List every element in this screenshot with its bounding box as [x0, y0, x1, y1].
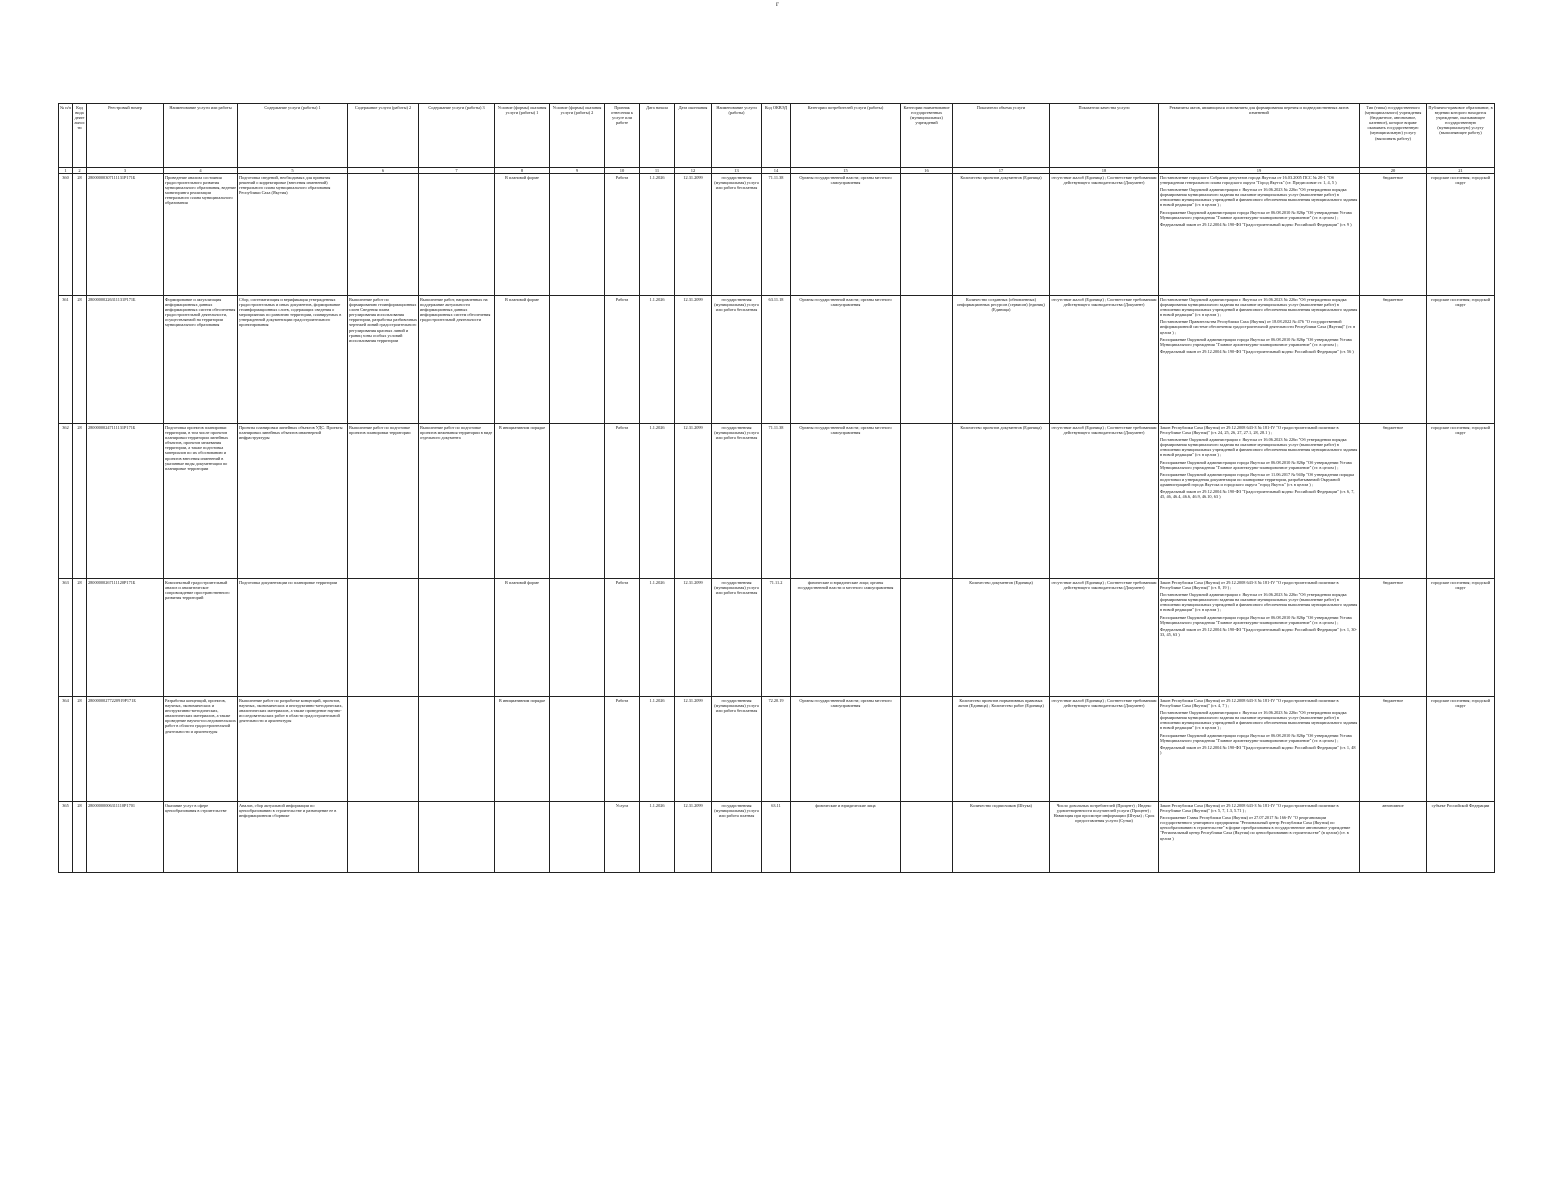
quality-indicators: отсутствие жалоб (Единица) ; Соответствие требованиям действующего законодательства (Документ): [1050, 174, 1159, 296]
condition-2: [550, 174, 605, 296]
activity-code: 28: [73, 579, 87, 697]
table-row: [59, 697, 1495, 802]
column-header-4: Наименование услуги или работы: [164, 104, 238, 168]
column-number: 14: [762, 168, 791, 174]
content-1: Выполнение работ по разработке концепций, проектов, научных, экономических и инструктивно-методических, аналитических материалов, а также проведение научно-исследовательских работ в области градостроительной деятельности и архитектуры: [238, 697, 348, 802]
activity-code: 28: [73, 296, 87, 424]
date-start: 1.1.2026: [640, 174, 675, 296]
service-name: Оказание услуг в сфере ценообразования в строительстве: [164, 802, 238, 873]
okved-code: 72.20.19: [762, 697, 791, 802]
column-header-9: Условие (формы) оказания услуги (работы) 2: [550, 104, 605, 168]
table-row: [59, 296, 1495, 424]
registry-number: 28000000277220919Р171Б: [87, 697, 164, 802]
condition-2: [550, 424, 605, 579]
legal-act: Закон Республики Саха (Якутия) от 29.12.2008 643-З № 181-IV "О градостроительной политике в Республике Саха (Якутия)" (ст. 5, 7, 1.3, 5.71 ) ;: [1160, 803, 1339, 814]
okved-code: 71.11.2: [762, 579, 791, 697]
row-number: 360: [59, 174, 73, 296]
condition-2: [550, 697, 605, 802]
consumer-categories: Органы государственной власти; органы местного самоуправления: [791, 296, 901, 424]
content-1: Проекты планировки линейных объектов УДС. Проекты планировки линейных объектов инженерной инфраструктуры: [238, 424, 348, 579]
legal-act: Федеральный закон от 29.12.2004 № 190-ФЗ "Градостроительный кодекс Российской Федерации" (ст. 1, 30-33, 45, 63 ): [1160, 626, 1357, 637]
condition-1: В плановой форме: [495, 174, 550, 296]
content-2: [348, 579, 419, 697]
content-1: Анализ, сбор актуальной информации по ценообразованию в строительстве и размещение ее в информационном сборнике: [238, 802, 348, 873]
page-mark: г: [776, 0, 779, 8]
legal-act: Закон Республики Саха (Якутия) от 29.12.2008 643-З № 181-IV "О градостроительной политике в Республике Саха (Якутия)" (ст. 24, 25, 26, 27, 27.1, 28, 28.1 ) ;: [1160, 425, 1339, 436]
registry-number: 28000000006311110Р1701: [87, 802, 164, 873]
service-kind: Работа: [605, 174, 640, 296]
date-end: 12.31.2099: [675, 424, 712, 579]
volume-indicators: Количество проектов нормативных правовых актов (Единица) ; Количество работ (Единица): [953, 697, 1050, 802]
column-header-8: Условие (формы) оказания услуги (работы) 1: [495, 104, 550, 168]
legal-acts: [1159, 697, 1360, 802]
table-row: [59, 424, 1495, 579]
column-header-1: № п/п: [59, 104, 73, 168]
column-header-5: Содержание услуги (работы) 1: [238, 104, 348, 168]
date-start: 1.1.2026: [640, 296, 675, 424]
column-number: 20: [1360, 168, 1427, 174]
service-kind: Работа: [605, 296, 640, 424]
public-entity: городские поселения; городской округ: [1427, 697, 1495, 802]
column-number: 9: [550, 168, 605, 174]
legal-act: Распоряжение Окружной администрации города Якутска от 06.08.2010 № 826р "Об утверждении Устава Муниципального учреждения "Главное архитектурно-планировочное управление" (ст. в целом ) ;: [1160, 614, 1352, 625]
institution-category: [901, 697, 953, 802]
column-number: 6: [348, 168, 419, 174]
content-3: Выполнение работ по подготовке проектов межевания территории в виде отдельного документа: [419, 424, 495, 579]
legal-act: Распоряжение Окружной администрации города Якутска от 06.08.2010 № 826р "Об утверждении Устава Муниципального учреждения "Главное архитектурно-планировочное управление" (ст. в целом ) ;: [1160, 459, 1352, 470]
service-title: государственная (муниципальная) услуга или работа бесплатная: [712, 296, 762, 424]
public-entity: городские поселения; городской округ: [1427, 296, 1495, 424]
column-number: 3: [87, 168, 164, 174]
legal-acts: [1159, 174, 1360, 296]
consumer-categories: Органы государственной власти; органы местного самоуправления: [791, 424, 901, 579]
condition-1: В инициативном порядке: [495, 424, 550, 579]
service-kind: Работа: [605, 579, 640, 697]
column-number: 15: [791, 168, 901, 174]
content-2: Выполнение работ по формированию геоинформационных слоев Сведения плана регулирования использования территории, разработка разбивочных чертежей линий градостроительного регулирования красных линий и границ зоны особых условий использования территории: [348, 296, 419, 424]
date-start: 1.1.2026: [640, 697, 675, 802]
institution-category: [901, 174, 953, 296]
column-number: 16: [901, 168, 953, 174]
content-2: [348, 697, 419, 802]
legal-act: Распоряжение Окружной администрации города Якутска от 06.08.2010 № 826р "Об утверждении Устава Муниципального учреждения "Главное архитектурно-планировочное управление" (ст. в целом ) ;: [1160, 336, 1352, 347]
activity-code: 28: [73, 424, 87, 579]
date-start: 1.1.2026: [640, 802, 675, 873]
registry-sheet: [58, 103, 1495, 873]
column-header-21: Публично-правовое образование, в ведении которого находится учреждение, оказывающее государственную (муниципальную) услугу (выполняющее работу): [1427, 104, 1495, 168]
column-header-11: Дата начала: [640, 104, 675, 168]
column-number: 1: [59, 168, 73, 174]
column-header-14: Код ОКВЭД: [762, 104, 791, 168]
public-entity: городские поселения; городской округ: [1427, 174, 1495, 296]
condition-1: [495, 802, 550, 873]
legal-acts: [1159, 802, 1360, 873]
okved-code: 71.11.38: [762, 174, 791, 296]
condition-1: В инициативном порядке: [495, 697, 550, 802]
public-entity: субъект Российской Федерации: [1427, 802, 1495, 873]
legal-act: Распоряжение Главы Республики Саха (Якутия) от 27.07.2017 № 166-IV "О реорганизации государственного унитарного предприятия "Региональный центр Республики Саха (Якутия) по ценообразованию в строительстве" в форме преобразования в государственное автономное учреждение "Региональный центр Республики Саха (Якутия) по ценообразованию в строительстве" (в целом) (ст. в целом ): [1160, 815, 1351, 841]
legal-act: Постановление городского Собрания депутатов города Якутска от 16.03.2005 ПСС № 20-1 "Об утверждении генерального плана городского округа "Город Якутск" (ст. Предисловие ст. 1, 4, 5 ): [1160, 175, 1337, 186]
column-header-15: Категории потребителей услуги (работы): [791, 104, 901, 168]
service-title: государственная (муниципальная) услуга или работа бесплатная: [712, 579, 762, 697]
quality-indicators: Число довольных потребителей (Процент) ; Индекс удовлетворенности получателей услуги (Процент) ; Навигация при просмотре информации (Штука) ; Срок предоставления услуги (Сутки): [1050, 802, 1159, 873]
volume-indicators: Количество созданных (обновленных) информационных ресурсов (сервисов) (единиц) (Единица): [953, 296, 1050, 424]
column-header-18: Показатели качества услуги: [1050, 104, 1159, 168]
quality-indicators: отсутствие жалоб (Единица) ; Соответствие требованиям действующего законодательства (Документ): [1050, 424, 1159, 579]
column-number: 8: [495, 168, 550, 174]
row-number: 365: [59, 802, 73, 873]
institution-type: бюджетное: [1360, 296, 1427, 424]
condition-1: В плановой форме: [495, 579, 550, 697]
legal-act: Постановление Окружной администрации г. Якутска от 16.06.2023 № 226п "Об утверждении порядка формирования муниципального задания на оказание муниципальных услуг (выполнение работ) в отношении муниципальных учреждений и финансового обеспечения выполнения муниципального задания в новой редакции" (ст. в целом ) ;: [1160, 437, 1358, 458]
date-end: 12.31.2099: [675, 802, 712, 873]
service-kind: Услуга: [605, 802, 640, 873]
volume-indicators: Количество документов (Единица): [953, 579, 1050, 697]
date-start: 1.1.2026: [640, 579, 675, 697]
legal-acts: [1159, 579, 1360, 697]
institution-category: [901, 802, 953, 873]
activity-code: 28: [73, 174, 87, 296]
content-1: Подготовка сведений, необходимых для принятия решений о корректировке (внесения изменений) генерального плана муниципального образования Республики Саха (Якутия): [238, 174, 348, 296]
registry-table: [58, 103, 1495, 873]
column-header-3: Реестровый номер: [87, 104, 164, 168]
row-number: 364: [59, 697, 73, 802]
legal-act: Постановление Окружной администрации г. Якутска от 16.06.2023 № 226п "Об утверждении порядка формирования муниципального задания на оказание муниципальных услуг (выполнение работ) в отношении муниципальных учреждений и финансового обеспечения выполнения муниципального задания в новой редакции" (ст. в целом ) ;: [1160, 297, 1358, 318]
condition-1: В плановой форме: [495, 296, 550, 424]
institution-type: бюджетное: [1360, 174, 1427, 296]
table-row: [59, 174, 1495, 296]
legal-act: Постановление Окружной администрации г. Якутска от 16.06.2023 № 226п "Об утверждении порядка формирования муниципального задания на оказание муниципальных услуг (выполнение работ) в отношении муниципальных учреждений и финансового обеспечения выполнения муниципального задания в новой редакции" (ст. в целом ) ;: [1160, 187, 1358, 208]
legal-act: Закон Республики Саха (Якутия) от 29.12.2008 643-З № 181-IV "О градостроительной политике в Республике Саха (Якутия)" (ст. 4, 7 ) ;: [1160, 698, 1339, 709]
column-number: 10: [605, 168, 640, 174]
legal-act: Федеральный закон от 29.12.2004 № 190-ФЗ "Градостроительный кодекс Российской Федерации" (ст. 1, 48 ): [1160, 744, 1356, 755]
content-3: [419, 579, 495, 697]
column-header-6: Содержание услуги (работы) 2: [348, 104, 419, 168]
registry-number: 28000000307111131Р171Б: [87, 174, 164, 296]
column-header-19: Реквизиты актов, являющихся основанием для формирования перечня и подведомственных актов изменений: [1159, 104, 1360, 168]
condition-2: [550, 296, 605, 424]
consumer-categories: Органы государственной власти; органы местного самоуправления: [791, 174, 901, 296]
column-number: 17: [953, 168, 1050, 174]
institution-type: бюджетное: [1360, 697, 1427, 802]
column-header-12: Дата окончания: [675, 104, 712, 168]
content-3: [419, 697, 495, 802]
legal-act: Распоряжение Окружной администрации города Якутска от 11.06.2017 № 940р "Об утверждении порядка подготовки и утверждения документации по планировке территории, разрабатываемой Окружной администрацией города Якутска и городского округа "город Якутск" (ст. в целом ) ;: [1160, 471, 1355, 487]
service-title: государственная (муниципальная) услуга или работа бесплатная: [712, 424, 762, 579]
condition-2: [550, 579, 605, 697]
institution-type: бюджетное: [1360, 579, 1427, 697]
content-2: [348, 174, 419, 296]
date-end: 12.31.2099: [675, 697, 712, 802]
service-kind: Работа: [605, 697, 640, 802]
institution-type: бюджетное: [1360, 424, 1427, 579]
column-header-16: Категории наименование государственных (муниципальных) учреждений: [901, 104, 953, 168]
column-header-17: Показатели объема услуги: [953, 104, 1050, 168]
column-header-20: Тип (типы) государственного (муниципального) учреждения (бюджетное, автономное, казенное), которое вправе оказывать государственную (муниципальную) услугу (выполнять работу): [1360, 104, 1427, 168]
public-entity: городские поселения; городской округ: [1427, 424, 1495, 579]
content-2: [348, 802, 419, 873]
institution-category: [901, 424, 953, 579]
consumer-categories: физические и юридические лица: [791, 802, 901, 873]
legal-act: Постановление Окружной администрации г. Якутска от 16.06.2023 № 226п "Об утверждении порядка формирования муниципального задания на оказание муниципальных услуг (выполнение работ) в отношении муниципальных учреждений и финансового обеспечения выполнения муниципального задания в новой редакции" (ст. в целом ) ;: [1160, 710, 1358, 731]
column-number: 13: [712, 168, 762, 174]
legal-act: Закон Республики Саха (Якутия) от 29.12.2008 643-З № 181-IV "О градостроительной политике в Республике Саха (Якутия)" (ст. 8, 19 ) ;: [1160, 580, 1339, 591]
column-number: 7: [419, 168, 495, 174]
column-number: 12: [675, 168, 712, 174]
column-number: 2: [73, 168, 87, 174]
legal-act: Постановление Окружной администрации г. Якутска от 16.06.2023 № 226п "Об утверждении порядка формирования муниципального задания на оказание муниципальных услуг (выполнение работ) в отношении муниципальных учреждений и финансового обеспечения выполнения муниципального задания в новой редакции" (ст. в целом ) ;: [1160, 592, 1358, 613]
quality-indicators: отсутствие жалоб (Единица) ; Соответствие требованиям действующего законодательства (Документ): [1050, 579, 1159, 697]
service-title: государственная (муниципальная) услуга или работа бесплатная: [712, 174, 762, 296]
legal-acts: [1159, 296, 1360, 424]
table-row: [59, 802, 1495, 873]
date-start: 1.1.2026: [640, 424, 675, 579]
content-1: Подготовка документации по планировке территории: [238, 579, 348, 697]
registry-number: 28000000267111120Р171Б: [87, 579, 164, 697]
row-number: 363: [59, 579, 73, 697]
institution-category: [901, 296, 953, 424]
activity-code: 28: [73, 697, 87, 802]
row-number: 362: [59, 424, 73, 579]
legal-act: Постановление Правительства Республики Саха (Якутия) от 18.08.2022 № 476 "О государственной информационной системе обеспечения градостроительной деятельности Республики Саха (Якутия)" (ст. в целом ) ;: [1160, 319, 1356, 335]
column-number: 5: [238, 168, 348, 174]
row-number: 361: [59, 296, 73, 424]
content-3: Выполнение работ, направленных на поддержание актуальности информационных данных информационных систем обеспечения градостроительной деятельности: [419, 296, 495, 424]
table-row: [59, 579, 1495, 697]
content-3: [419, 174, 495, 296]
column-header-10: Признак отнесения к услуге или работе: [605, 104, 640, 168]
okved-code: 63.11.18: [762, 296, 791, 424]
column-header-7: Содержание услуги (работы) 3: [419, 104, 495, 168]
volume-indicators: Количество проектов документов (Единица): [953, 424, 1050, 579]
volume-indicators: Количество подписчиков (Штука): [953, 802, 1050, 873]
service-title: государственная (муниципальная) услуга или работа бесплатная: [712, 697, 762, 802]
legal-act: Федеральный закон от 29.12.2004 № 190-ФЗ "Градостроительный кодекс Российской Федерации" (ст. 56 ): [1160, 348, 1354, 354]
content-1: Сбор, систематизация и верификация утвержденных градостроительных и иных документов, формирование геоинформационных слоев, содержащих сведения о мероприятиях по развитию территории, планируемых в утвержденной документации градостроительного проектирования: [238, 296, 348, 424]
content-3: [419, 802, 495, 873]
okved-code: 63.11: [762, 802, 791, 873]
service-name: Проведение анализа состояния градостроительного развития муниципального образования, ведение мониторинга реализации генерального плана муниципального образования: [164, 174, 238, 296]
header-row: [59, 104, 1495, 168]
service-name: Подготовка проектов планировки территории, в том числе проектов планировки территории линейных объектов, проектов межевания территории, а также подготовка материалов по их обоснованию и проектов внесения изменений в указанные виды документации по планировке территории: [164, 424, 238, 579]
condition-2: [550, 802, 605, 873]
quality-indicators: отсутствие жалоб (Единица) ; Соответствие требованиям действующего законодательства (Документ): [1050, 296, 1159, 424]
column-number: 4: [164, 168, 238, 174]
okved-code: 71.11.38: [762, 424, 791, 579]
registry-number: 28000000226311131Р171Б: [87, 296, 164, 424]
column-header-2: Код вида деятельности: [73, 104, 87, 168]
column-number: 11: [640, 168, 675, 174]
legal-act: Распоряжение Окружной администрации города Якутска от 06.08.2010 № 826р "Об утверждении Устава Муниципального учреждения "Главное архитектурно-планировочное управление" (ст. в целом ) ;: [1160, 209, 1352, 220]
legal-act: Федеральный закон от 29.12.2004 № 190-ФЗ "Градостроительный кодекс Российской Федерации" (ст. 6, 7, 45, 46, 46.4, 46.6, 46.9, 46.10, 63 ): [1160, 489, 1355, 500]
column-number: 18: [1050, 168, 1159, 174]
service-name: Комплексный градостроительный анализ и аналитическое сопровождение пространственного развития территорий: [164, 579, 238, 697]
date-end: 12.31.2099: [675, 579, 712, 697]
volume-indicators: Количество проектов документов (Единица): [953, 174, 1050, 296]
public-entity: городские поселения; городской округ: [1427, 579, 1495, 697]
service-kind: Работа: [605, 424, 640, 579]
institution-type: автономное: [1360, 802, 1427, 873]
legal-acts: [1159, 424, 1360, 579]
column-number: 21: [1427, 168, 1495, 174]
column-number: 19: [1159, 168, 1360, 174]
institution-category: [901, 579, 953, 697]
content-2: Выполнение работ по подготовке проектов планировки территории: [348, 424, 419, 579]
service-name: Формирование и актуализация информационных данных информационных систем обеспечения градостроительной деятельности, осуществляемой на территории муниципального образования: [164, 296, 238, 424]
service-title: государственная (муниципальная) услуга или работа платная: [712, 802, 762, 873]
registry-number: 28000000247111131Р171Б: [87, 424, 164, 579]
date-end: 12.31.2099: [675, 296, 712, 424]
quality-indicators: отсутствие жалоб (Единица) ; Соответствие требованиям действующего законодательства (Документ): [1050, 697, 1159, 802]
activity-code: 28: [73, 802, 87, 873]
legal-act: Федеральный закон от 29.12.2004 № 190-ФЗ "Градостроительный кодекс Российской Федерации" (ст. 9 ): [1160, 221, 1352, 227]
consumer-categories: Органы государственной власти; органы местного самоуправления: [791, 697, 901, 802]
column-header-13: Наименование услуги (работы): [712, 104, 762, 168]
service-name: Разработка концепций, проектов, научных, экономических и инструктивно-методических, аналитических материалов, а также проведение научно-исследовательских работ в области градостроительной деятельности и архитектуры: [164, 697, 238, 802]
consumer-categories: физические и юридические лица; органы государственной власти и местного самоуправления: [791, 579, 901, 697]
date-end: 12.31.2099: [675, 174, 712, 296]
legal-act: Распоряжение Окружной администрации города Якутска от 06.08.2010 № 826р "Об утверждении Устава Муниципального учреждения "Главное архитектурно-планировочное управление" (ст. в целом ) ;: [1160, 732, 1352, 743]
